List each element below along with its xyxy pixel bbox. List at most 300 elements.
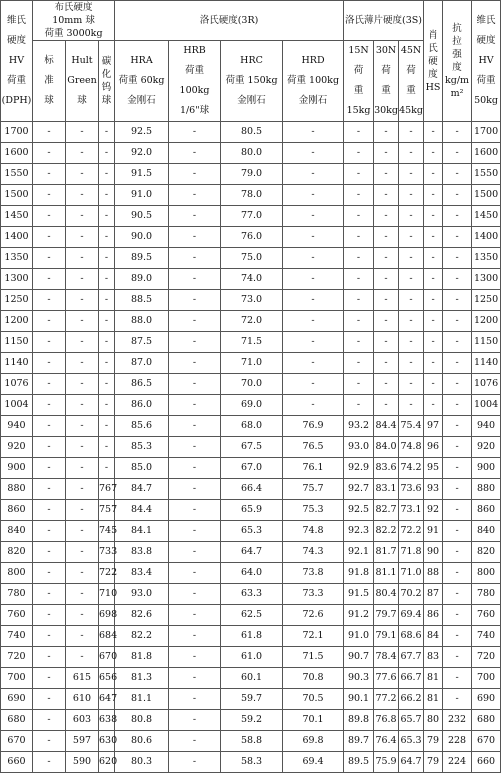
table-cell: - <box>399 164 424 185</box>
table-cell: 228 <box>443 731 472 752</box>
table-cell: 66.2 <box>399 689 424 710</box>
table-cell: 75.4 <box>399 416 424 437</box>
table-cell: 67.0 <box>221 458 283 479</box>
table-cell: - <box>374 122 399 143</box>
table-cell: 74.3 <box>283 542 344 563</box>
table-row <box>1 437 501 458</box>
table-cell: 74.8 <box>283 521 344 542</box>
table-cell: 66.4 <box>221 479 283 500</box>
table-cell: - <box>283 332 344 353</box>
table-cell: - <box>99 248 115 269</box>
table-cell: 83.8 <box>115 542 169 563</box>
header-vickers-50kg: 维氏 硬度 HV 荷重 50kg <box>472 1 501 122</box>
table-cell: - <box>33 269 66 290</box>
table-cell: - <box>374 248 399 269</box>
table-cell: - <box>33 626 66 647</box>
table-cell: 95 <box>424 458 443 479</box>
table-cell: - <box>169 458 221 479</box>
table-cell: - <box>283 227 344 248</box>
table-cell: - <box>443 437 472 458</box>
table-cell: 800 <box>1 563 33 584</box>
table-cell: - <box>374 395 399 416</box>
table-cell: - <box>169 248 221 269</box>
table-cell: 89.5 <box>344 752 374 773</box>
table-cell: 656 <box>99 668 115 689</box>
table-cell: - <box>344 164 374 185</box>
table-row <box>1 185 501 206</box>
table-cell: 88.5 <box>115 290 169 311</box>
table-cell: 90.3 <box>344 668 374 689</box>
table-cell: 73.0 <box>221 290 283 311</box>
table-cell: 92.7 <box>344 479 374 500</box>
table-cell: - <box>99 458 115 479</box>
table-cell: 1150 <box>1 332 33 353</box>
table-cell: - <box>399 206 424 227</box>
table-cell: - <box>399 332 424 353</box>
table-cell: 65.3 <box>399 731 424 752</box>
table-cell: 860 <box>1 500 33 521</box>
table-cell: - <box>33 647 66 668</box>
table-cell: - <box>33 290 66 311</box>
table-row <box>1 710 501 731</box>
header-hra: HRA 荷重 60kg 金刚石 <box>115 41 169 122</box>
table-cell: - <box>424 332 443 353</box>
table-row <box>1 332 501 353</box>
table-cell: - <box>33 248 66 269</box>
table-cell: - <box>33 353 66 374</box>
table-cell: - <box>374 332 399 353</box>
table-cell: 1140 <box>472 353 501 374</box>
table-cell: 68.0 <box>221 416 283 437</box>
table-cell: 93.0 <box>344 437 374 458</box>
table-cell: - <box>443 626 472 647</box>
table-cell: 77.2 <box>374 689 399 710</box>
table-cell: - <box>443 542 472 563</box>
table-cell: 88 <box>424 563 443 584</box>
table-row <box>1 605 501 626</box>
table-cell: - <box>169 164 221 185</box>
table-cell: - <box>99 143 115 164</box>
table-cell: 82.2 <box>115 626 169 647</box>
table-cell: 90 <box>424 542 443 563</box>
table-cell: - <box>33 689 66 710</box>
table-cell: 92.5 <box>115 122 169 143</box>
table-row <box>1 542 501 563</box>
table-cell: - <box>344 332 374 353</box>
table-cell: - <box>66 647 99 668</box>
table-cell: - <box>66 206 99 227</box>
table-cell: 70.5 <box>283 689 344 710</box>
header-rockwell-group: 洛氏硬度(3R) <box>115 1 344 41</box>
table-row <box>1 731 501 752</box>
table-cell: 81.3 <box>115 668 169 689</box>
table-cell: 75.7 <box>283 479 344 500</box>
table-cell: 82.7 <box>374 500 399 521</box>
header-brinell-carbide-ball: 碳 化 钨 球 <box>99 41 115 122</box>
table-cell: 65.9 <box>221 500 283 521</box>
table-cell: - <box>169 206 221 227</box>
table-cell: - <box>283 248 344 269</box>
table-cell: - <box>283 206 344 227</box>
table-cell: - <box>169 647 221 668</box>
table-cell: 76.4 <box>374 731 399 752</box>
table-cell: - <box>169 332 221 353</box>
table-cell: 680 <box>1 710 33 731</box>
table-row <box>1 668 501 689</box>
table-cell: - <box>424 206 443 227</box>
table-cell: 80.5 <box>221 122 283 143</box>
table-cell: 70.1 <box>283 710 344 731</box>
table-cell: 86 <box>424 605 443 626</box>
table-cell: - <box>169 626 221 647</box>
table-cell: - <box>399 227 424 248</box>
table-cell: 69.0 <box>221 395 283 416</box>
table-cell: 690 <box>1 689 33 710</box>
table-cell: - <box>66 605 99 626</box>
table-cell: 1500 <box>1 185 33 206</box>
table-cell: - <box>66 458 99 479</box>
table-cell: 70.0 <box>221 374 283 395</box>
table-cell: - <box>99 185 115 206</box>
table-cell: 1600 <box>472 143 501 164</box>
table-cell: 92.9 <box>344 458 374 479</box>
table-cell: - <box>344 185 374 206</box>
table-cell: 740 <box>1 626 33 647</box>
table-cell: 81 <box>424 689 443 710</box>
table-cell: 71.8 <box>399 542 424 563</box>
table-cell: 630 <box>99 731 115 752</box>
table-cell: 670 <box>1 731 33 752</box>
table-cell: 85.0 <box>115 458 169 479</box>
table-row <box>1 647 501 668</box>
table-cell: 93.2 <box>344 416 374 437</box>
table-cell: 83 <box>424 647 443 668</box>
table-cell: - <box>33 458 66 479</box>
table-cell: 680 <box>472 710 501 731</box>
table-cell: 1350 <box>1 248 33 269</box>
table-cell: - <box>66 626 99 647</box>
table-cell: 1700 <box>472 122 501 143</box>
table-cell: 1250 <box>472 290 501 311</box>
table-cell: - <box>399 143 424 164</box>
table-cell: - <box>169 605 221 626</box>
table-cell: 75.0 <box>221 248 283 269</box>
table-cell: 90.7 <box>344 647 374 668</box>
table-cell: - <box>169 269 221 290</box>
table-row <box>1 311 501 332</box>
table-cell: 69.8 <box>283 731 344 752</box>
table-cell: 78.4 <box>374 647 399 668</box>
table-cell: 76.8 <box>374 710 399 731</box>
table-cell: 89.7 <box>344 731 374 752</box>
table-cell: - <box>169 374 221 395</box>
table-cell: - <box>33 521 66 542</box>
table-cell: 647 <box>99 689 115 710</box>
table-cell: 63.3 <box>221 584 283 605</box>
table-cell: - <box>33 437 66 458</box>
table-cell: - <box>33 563 66 584</box>
table-cell: - <box>33 185 66 206</box>
table-cell: - <box>344 374 374 395</box>
header-vickers-dph: 维氏 硬度 HV 荷重 (DPH) <box>1 1 33 122</box>
table-cell: 89.8 <box>344 710 374 731</box>
table-cell: 720 <box>1 647 33 668</box>
table-row <box>1 416 501 437</box>
table-cell: 840 <box>1 521 33 542</box>
table-cell: 83.4 <box>115 563 169 584</box>
header-shore: 肖 氏 硬 度 HS <box>424 1 443 122</box>
table-row <box>1 584 501 605</box>
table-cell: - <box>99 122 115 143</box>
table-cell: 89.0 <box>115 269 169 290</box>
table-cell: 603 <box>66 710 99 731</box>
table-cell: 84.1 <box>115 521 169 542</box>
table-cell: - <box>99 353 115 374</box>
table-cell: - <box>66 584 99 605</box>
table-cell: - <box>169 521 221 542</box>
table-cell: - <box>169 731 221 752</box>
table-cell: - <box>424 311 443 332</box>
header-hrd: HRD 荷重 100kg 金刚石 <box>283 41 344 122</box>
table-cell: 224 <box>443 752 472 773</box>
table-cell: 80 <box>424 710 443 731</box>
table-cell: 76.0 <box>221 227 283 248</box>
table-cell: - <box>443 185 472 206</box>
table-cell: 86.0 <box>115 395 169 416</box>
table-cell: 1004 <box>472 395 501 416</box>
table-cell: 92.3 <box>344 521 374 542</box>
table-cell: - <box>33 143 66 164</box>
table-cell: 91.2 <box>344 605 374 626</box>
table-cell: - <box>33 500 66 521</box>
table-cell: 684 <box>99 626 115 647</box>
table-cell: - <box>66 248 99 269</box>
table-row <box>1 689 501 710</box>
table-cell: - <box>33 605 66 626</box>
table-cell: - <box>443 689 472 710</box>
table-cell: - <box>424 290 443 311</box>
table-cell: 767 <box>99 479 115 500</box>
table-cell: - <box>443 416 472 437</box>
table-cell: 73.3 <box>283 584 344 605</box>
table-cell: - <box>374 311 399 332</box>
table-cell: - <box>99 164 115 185</box>
table-cell: 757 <box>99 500 115 521</box>
table-cell: - <box>443 269 472 290</box>
table-cell: - <box>374 269 399 290</box>
table-cell: 900 <box>472 458 501 479</box>
table-cell: - <box>344 143 374 164</box>
table-cell: 84.4 <box>374 416 399 437</box>
table-cell: 1200 <box>472 311 501 332</box>
table-cell: 69.4 <box>399 605 424 626</box>
table-cell: - <box>33 332 66 353</box>
table-cell: - <box>399 311 424 332</box>
table-cell: - <box>374 353 399 374</box>
table-cell: - <box>399 269 424 290</box>
table-cell: - <box>344 353 374 374</box>
table-cell: 81.1 <box>115 689 169 710</box>
table-cell: 97 <box>424 416 443 437</box>
table-cell: - <box>344 227 374 248</box>
table-cell: 91.0 <box>344 626 374 647</box>
table-cell: - <box>443 458 472 479</box>
table-cell: - <box>424 143 443 164</box>
table-cell: - <box>443 521 472 542</box>
table-row <box>1 290 501 311</box>
table-cell: - <box>33 416 66 437</box>
table-cell: - <box>443 143 472 164</box>
table-cell: - <box>443 122 472 143</box>
table-cell: - <box>374 164 399 185</box>
table-row <box>1 626 501 647</box>
table-cell: - <box>424 374 443 395</box>
table-cell: 760 <box>472 605 501 626</box>
table-row <box>1 521 501 542</box>
table-cell: - <box>344 290 374 311</box>
table-row <box>1 500 501 521</box>
table-cell: 722 <box>99 563 115 584</box>
table-cell: - <box>33 542 66 563</box>
table-cell: 75.9 <box>374 752 399 773</box>
table-cell: 745 <box>99 521 115 542</box>
table-cell: - <box>283 185 344 206</box>
table-cell: - <box>399 290 424 311</box>
table-row <box>1 374 501 395</box>
table-cell: 79 <box>424 752 443 773</box>
table-row <box>1 353 501 374</box>
table-cell: 74.2 <box>399 458 424 479</box>
table-cell: - <box>283 143 344 164</box>
table-cell: 610 <box>66 689 99 710</box>
table-cell: - <box>443 227 472 248</box>
table-cell: - <box>99 395 115 416</box>
table-cell: 780 <box>472 584 501 605</box>
table-cell: - <box>344 122 374 143</box>
table-cell: 92.1 <box>344 542 374 563</box>
table-cell: 81.1 <box>374 563 399 584</box>
table-cell: - <box>283 290 344 311</box>
table-cell: 1140 <box>1 353 33 374</box>
table-cell: 597 <box>66 731 99 752</box>
table-cell: 920 <box>472 437 501 458</box>
table-cell: - <box>424 227 443 248</box>
table-cell: - <box>399 185 424 206</box>
table-cell: 800 <box>472 563 501 584</box>
table-cell: 900 <box>1 458 33 479</box>
table-cell: 91.0 <box>115 185 169 206</box>
table-cell: 1400 <box>472 227 501 248</box>
table-cell: - <box>99 311 115 332</box>
table-cell: 760 <box>1 605 33 626</box>
table-cell: - <box>66 269 99 290</box>
table-cell: - <box>33 206 66 227</box>
table-cell: 71.5 <box>283 647 344 668</box>
table-cell: - <box>169 542 221 563</box>
table-cell: 89.5 <box>115 248 169 269</box>
table-cell: 690 <box>472 689 501 710</box>
table-cell: - <box>443 500 472 521</box>
table-cell: 1076 <box>472 374 501 395</box>
table-cell: - <box>443 353 472 374</box>
header-hrc: HRC 荷重 150kg 金刚石 <box>221 41 283 122</box>
table-cell: - <box>169 752 221 773</box>
table-cell: 733 <box>99 542 115 563</box>
table-cell: 80.8 <box>115 710 169 731</box>
table-cell: - <box>399 353 424 374</box>
table-cell: 660 <box>472 752 501 773</box>
table-cell: - <box>443 584 472 605</box>
header-brinell-group: 布氏硬度 10mm 球 荷重 3000kg <box>33 1 115 41</box>
table-cell: 72.6 <box>283 605 344 626</box>
table-cell: 700 <box>472 668 501 689</box>
table-cell: 84 <box>424 626 443 647</box>
table-cell: - <box>344 248 374 269</box>
table-cell: - <box>99 374 115 395</box>
table-body <box>1 122 501 773</box>
table-cell: 698 <box>99 605 115 626</box>
table-cell: 58.8 <box>221 731 283 752</box>
table-cell: 820 <box>472 542 501 563</box>
table-cell: 69.4 <box>283 752 344 773</box>
table-cell: - <box>424 185 443 206</box>
table-cell: 84.7 <box>115 479 169 500</box>
table-cell: - <box>424 122 443 143</box>
table-cell: 90.0 <box>115 227 169 248</box>
table-cell: 590 <box>66 752 99 773</box>
table-cell: - <box>169 353 221 374</box>
table-cell: 90.5 <box>115 206 169 227</box>
table-cell: - <box>283 311 344 332</box>
table-cell: 79.7 <box>374 605 399 626</box>
table-cell: - <box>33 584 66 605</box>
table-cell: - <box>33 479 66 500</box>
table-cell: 73.8 <box>283 563 344 584</box>
table-cell: - <box>169 143 221 164</box>
table-cell: 79.1 <box>374 626 399 647</box>
table-cell: 85.3 <box>115 437 169 458</box>
table-cell: 1300 <box>1 269 33 290</box>
table-row <box>1 122 501 143</box>
table-cell: 92 <box>424 500 443 521</box>
table-cell: 64.0 <box>221 563 283 584</box>
table-cell: - <box>169 668 221 689</box>
table-cell: 70.8 <box>283 668 344 689</box>
table-cell: - <box>169 227 221 248</box>
table-cell: 80.3 <box>115 752 169 773</box>
table-cell: 66.7 <box>399 668 424 689</box>
header-30n: 30N 荷 重 30kg <box>374 41 399 122</box>
table-cell: 1450 <box>1 206 33 227</box>
table-cell: 88.0 <box>115 311 169 332</box>
table-cell: 75.3 <box>283 500 344 521</box>
table-cell: 1400 <box>1 227 33 248</box>
table-cell: - <box>374 374 399 395</box>
table-cell: - <box>374 290 399 311</box>
table-cell: - <box>66 500 99 521</box>
header-brinell-standard-ball: 标 准 球 <box>33 41 66 122</box>
table-cell: 93 <box>424 479 443 500</box>
table-cell: 1550 <box>472 164 501 185</box>
table-cell: 91 <box>424 521 443 542</box>
table-cell: 72.2 <box>399 521 424 542</box>
table-cell: - <box>443 647 472 668</box>
table-cell: - <box>424 269 443 290</box>
table-cell: - <box>66 353 99 374</box>
table-cell: 82.6 <box>115 605 169 626</box>
table-cell: 920 <box>1 437 33 458</box>
table-cell: - <box>99 332 115 353</box>
